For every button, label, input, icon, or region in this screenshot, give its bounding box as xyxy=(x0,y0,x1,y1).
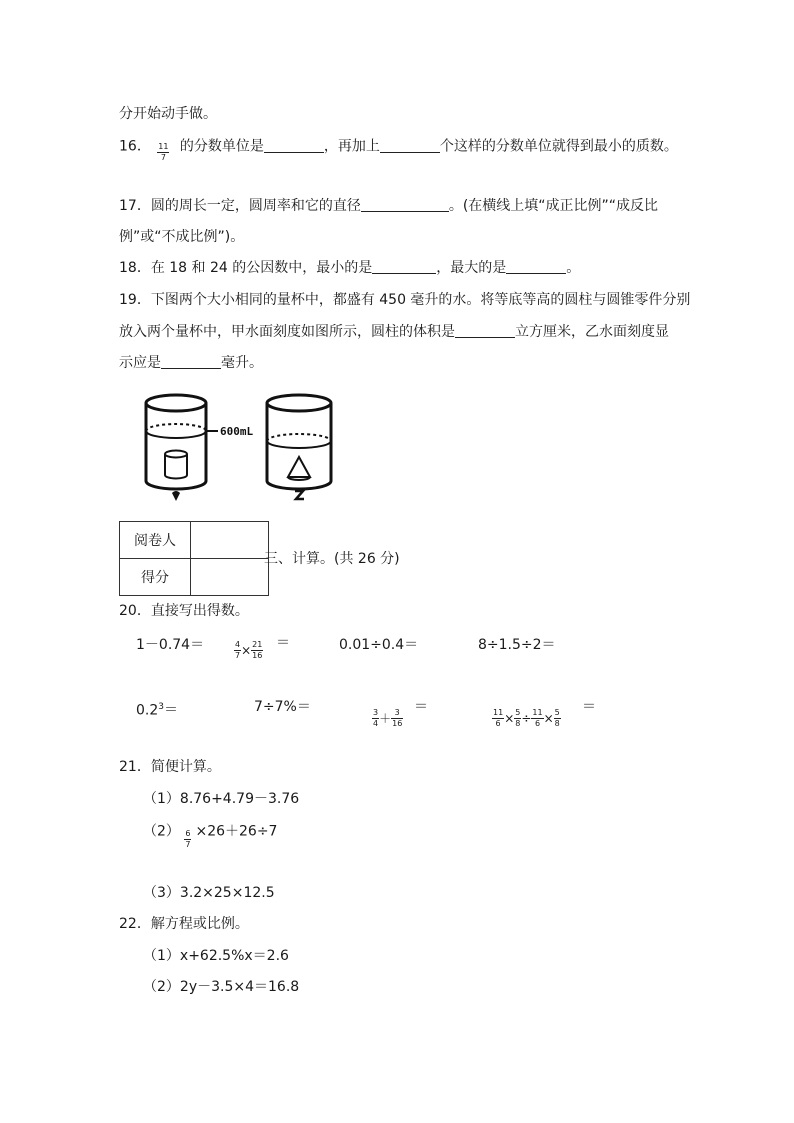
question-22-title: 22．解方程或比例。 xyxy=(119,916,249,932)
q20-e8-frac-a xyxy=(492,708,504,729)
question-20-title: 20．直接写出得数。 xyxy=(119,603,249,619)
op-times: × xyxy=(504,711,515,726)
frac-numerator: 21 xyxy=(252,640,263,649)
frac-numerator: 11 xyxy=(532,708,543,717)
q20-expr-5 xyxy=(136,697,178,721)
q18-blank1[interactable] xyxy=(372,259,436,274)
q17-text-b: 。(在横线上填“成正比例”“成反比 xyxy=(448,198,659,214)
q16-blank2[interactable] xyxy=(380,138,440,153)
reviewer-label: 阅卷人 xyxy=(120,522,191,559)
frac-numerator: 11 xyxy=(493,708,504,717)
q17-blank[interactable] xyxy=(361,197,449,212)
q16-number: 16． xyxy=(119,138,151,155)
q21-part-2 xyxy=(143,821,278,849)
q19-text-b: 立方厘米，乙水面刻度显 xyxy=(515,324,669,340)
frac-denominator: 16 xyxy=(392,719,403,728)
q20-expr-6: 7÷7%＝ xyxy=(254,699,311,715)
frac-denominator: 8 xyxy=(515,719,521,728)
q20-expr-4: 8÷1.5÷2＝ xyxy=(478,637,556,653)
q20-expr-8 xyxy=(492,708,561,729)
q19-text-a: 放入两个量杯中，甲水面刻度如图所示，圆柱的体积是 xyxy=(119,324,455,340)
q19-blank1[interactable] xyxy=(455,323,515,338)
continuation-text: 分开始动手做。 xyxy=(119,106,217,122)
question-18 xyxy=(119,258,580,278)
op-times: × xyxy=(241,643,252,658)
score-field[interactable] xyxy=(191,559,269,596)
q20-e8-equals: ＝ xyxy=(582,699,596,715)
q20-expr-1: 1－0.74＝ xyxy=(136,637,205,653)
q20-e8-frac-d xyxy=(554,708,561,729)
measuring-cups-svg xyxy=(136,391,346,511)
q18-text2: ，最大的是 xyxy=(436,260,507,276)
question-17-line2: 例”或“不成比例”)。 xyxy=(119,229,245,245)
q16-blank1[interactable] xyxy=(264,138,324,153)
q16-fraction xyxy=(157,142,169,163)
frac-numerator: 6 xyxy=(185,829,191,838)
q21-part-1: （1）8.76+4.79－3.76 xyxy=(143,791,300,807)
q19-text-c: 示应是 xyxy=(119,355,161,371)
frac-numerator: 5 xyxy=(554,708,560,717)
question-19-line2 xyxy=(119,322,669,342)
q19-blank2[interactable] xyxy=(161,354,221,369)
frac-numerator: 5 xyxy=(515,708,521,717)
q19-text-d: 毫升。 xyxy=(221,355,263,371)
equals-sign: ＝ xyxy=(164,702,178,719)
question-19-line1: 19．下图两个大小相同的量杯中，都盛有 450 毫升的水。将等底等高的圆柱与圆锥零件分别 xyxy=(119,292,691,308)
q16-text2: ，再加上 xyxy=(323,138,380,155)
q20-e7-frac-b xyxy=(391,708,403,729)
q16-text1: 的分数单位是 xyxy=(179,138,264,155)
q20-e2-frac-b xyxy=(251,640,263,661)
q18-blank2[interactable] xyxy=(506,259,566,274)
op-divide: ÷ xyxy=(521,711,532,726)
q16-frac-den: 7 xyxy=(160,153,166,162)
q21-p2-fraction xyxy=(184,829,191,850)
q17-text-a: 17．圆的周长一定，圆周率和它的直径 xyxy=(119,198,361,214)
q18-text1: 18．在 18 和 24 的公因数中，最小的是 xyxy=(119,260,373,276)
expression-rest: ×26＋26÷7 xyxy=(195,823,278,840)
q22-part-2: （2）2y－3.5×4＝16.8 xyxy=(143,979,300,995)
q18-text3: 。 xyxy=(566,260,581,276)
question-21-title: 21．简便计算。 xyxy=(119,759,221,775)
frac-denominator: 7 xyxy=(185,840,191,849)
frac-denominator: 8 xyxy=(554,719,560,728)
question-16 xyxy=(119,136,678,162)
op-times: × xyxy=(543,711,554,726)
q20-e7-equals: ＝ xyxy=(414,699,428,715)
frac-denominator: 16 xyxy=(252,651,263,660)
frac-denominator: 6 xyxy=(495,719,501,728)
reviewer-field[interactable] xyxy=(191,522,269,559)
q20-expr-3: 0.01÷0.4＝ xyxy=(339,637,419,653)
q16-frac-num: 11 xyxy=(158,142,169,151)
frac-denominator: 6 xyxy=(534,719,541,728)
power-base: 0.2 xyxy=(136,702,159,719)
question-19-line3 xyxy=(119,353,263,373)
op-plus: ＋ xyxy=(379,711,392,726)
q21-part-3: （3）3.2×25×12.5 xyxy=(143,885,275,901)
section-title: 三、计算。(共 26 分) xyxy=(264,551,400,567)
frac-numerator: 4 xyxy=(235,640,241,649)
frac-denominator: 7 xyxy=(235,651,241,660)
score-label: 得分 xyxy=(120,559,191,596)
q20-expr-7 xyxy=(372,708,403,729)
measuring-cups-figure xyxy=(136,391,346,515)
q22-part-1: （1）x+62.5%x＝2.6 xyxy=(143,948,289,964)
grader-table xyxy=(119,521,269,596)
level-label: 600mL xyxy=(220,425,254,438)
frac-denominator: 4 xyxy=(373,719,379,728)
part-label: （2） xyxy=(143,823,180,840)
frac-numerator: 3 xyxy=(373,708,379,717)
q20-e2-equals: ＝ xyxy=(276,635,290,651)
q16-text3: 个这样的分数单位就得到最小的质数。 xyxy=(439,138,678,155)
q20-expr-2 xyxy=(234,640,263,661)
cup-a xyxy=(146,395,206,501)
cup-b xyxy=(267,395,331,499)
power-exponent: 3 xyxy=(158,702,164,712)
question-17-line1 xyxy=(119,196,658,216)
frac-numerator: 3 xyxy=(391,708,403,719)
q20-e8-frac-c xyxy=(531,708,543,729)
